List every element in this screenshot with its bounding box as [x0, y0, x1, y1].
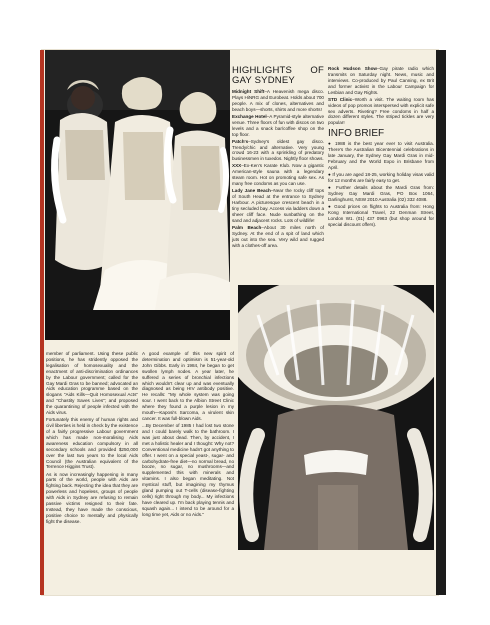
page-edge-left	[40, 50, 44, 595]
feathered-costume-photo	[238, 285, 434, 550]
page-edge-right	[436, 50, 446, 595]
list-item: Rock Hudson Show–Gay pirate radio which transmits on Saturday night. News, music and interviews. Co-produced by Paul Canning, ex Brit and former activist in the Labour Campaign for Lesbian and Gay Rights.	[328, 66, 434, 95]
paragraph: A good example of this new spirit of determination and optimism is 51-year-old John Gibbs. Early in 1984, he began to get swollen lymph nodes. A year later, he suffered a series of bronchial infections which wouldn't clear up and was eventually diagnosed as being HIV antibody positive. He recalls: "My whole system was going sour. I went back to the Albion Street Clinic where they found a purple lesion in my mouth—Kaposi's Sarcoma, a virulent skin cancer. It was full-blown Aids.	[142, 351, 234, 421]
info-brief-title: INFO BRIEF	[328, 128, 385, 140]
info-bullet: ● 1988 is the best year ever to visit Australia. There's the Australian Bicentennial celebrations in late January, the Sydney Gay Mardi Gras in mid-February and the World Expo in Brisbane from April.	[328, 141, 434, 170]
article-column-middle	[142, 351, 234, 519]
paragraph: Fortunately this enemy of human rights and civil liberties is held in check by the existence of a fairly progressive Labour government which has made non-moralising Aids awareness education compulsory in all secondary schools and provided $250,000 over the last two years to the local Aids Council (the Australian equivalent of the Terrence Higgins Trust).	[46, 417, 138, 470]
list-item: XXX–Ex-Ken's Karate Klub. Now a gigantic American-style sauna with a legendary steam room. Hot on promoting safe sex. As many free condoms as you can use.	[232, 163, 324, 187]
info-bullet: ● Good prices on flights to Australia from: Hong Kong International Travel, 22 Denman Street, London W1. (01) 437 0963 (but shop around for special discount offers).	[328, 203, 434, 227]
list-item: Midnight Shift–A Heavenish mega disco. Plays HiNRG and Eurobeat. Holds about 700 people. A mix of clones, alternatives and beach boys—shorts, shirts and more shorts!	[232, 89, 324, 112]
paragraph: As is now increasingly happening in many parts of the world, people with Aids are fighting back. Rejecting the idea that they are powerless and hopeless, groups of people with Aids in Sydney are refusing to remain passive victims resigned to their fate. Instead, they have made the conscious, positive choice to mentally and physically fight the disease.	[46, 471, 138, 524]
info-bullet: ● If you are aged 18-25, working holiday visas valid for 12 months are fairly easy to get.	[328, 171, 434, 183]
list-item: Patch's–Sydney's oldest gay disco. Trendy/chic and alternative. Very young crowd 16-23 with a sprinkling of predatory businessmen in tuxedos. Nightly floor shows.	[232, 138, 324, 162]
list-item: STD Clinic–Worth a visit. The waiting room has videos of pop promos interspersed with explicit safe sex adverts. Riveting? Free condoms in half a dozen different styles. The striped tickles are very popular!	[328, 96, 434, 126]
list-item: Lady Jane Beach–Near the rocky cliff tops of South Head at the entrance to Sydney Harbour. A picturesque crescent beach in a tiny secluded bay. Access via ladders down a sheer cliff face. Nude sunbathing on the sand and adjacent rocks. Lots of wildlife!	[232, 188, 324, 223]
drag-performers-photo	[45, 50, 230, 340]
list-item: Exchange Hotel–A Pyramid-style alternative venue. Three floors of fun with discos on two levels and a snack bar/coffee shop on the top floor.	[232, 113, 325, 137]
paragraph: member of parliament. Using these public positions, he has stridently opposed the legalisation of homosexuality and the enactment of anti-discrimination ordinances by the Labour government; called for the Gay Mardi Gras to be banned; advocated an Aids education programme based on the slogans "Aids Kills—Quit Homosexual Acts" and "Chastity Saves Lives"; and proposed the quarantining of people infected with the Aids virus.	[46, 351, 138, 416]
section-title: HIGHLIGHTS OF GAY SYDNEY	[232, 65, 324, 86]
paragraph: ...By December of 1985 I had lost two stone and I could barely walk to the bathroom. I was just about dead. Then, by accident, I met a holistic healer and I thought: Why not? Conventional medicine hadn't got anything to offer. I went on a special yeast-, sugar- and carbohydrate-free diet—no normal bread, no booze, no sugar, no mushrooms—and supplemented this with minerals and vitamins. I also began meditating. Not mystical stuff, but imagining my thymus gland pumping out T-cells (disease-fighting cells) right through my body... My infections have cleared up. I'm back playing tennis and squash again... I intend to be around for a long time yet, Aids or no Aids."	[142, 423, 234, 517]
feathered-costume-illustration	[238, 285, 434, 550]
list-item: Palm Beach–About 30 miles north of Sydney. At the end of a spit of land which juts out into the sea. Very wild and rugged with a clothes-off area.	[232, 224, 325, 248]
info-bullet: ● Further details about the Mardi Gras from: Sydney Gay Mardi Gras, PO Box 1064, Darlinghurst, NSW 2010 Australia (02) 332 4088.	[328, 184, 434, 202]
drag-performers-illustration	[45, 50, 230, 340]
right-info-column	[328, 66, 434, 229]
sydney-highlights-column	[232, 66, 324, 250]
article-column-left	[46, 351, 138, 526]
